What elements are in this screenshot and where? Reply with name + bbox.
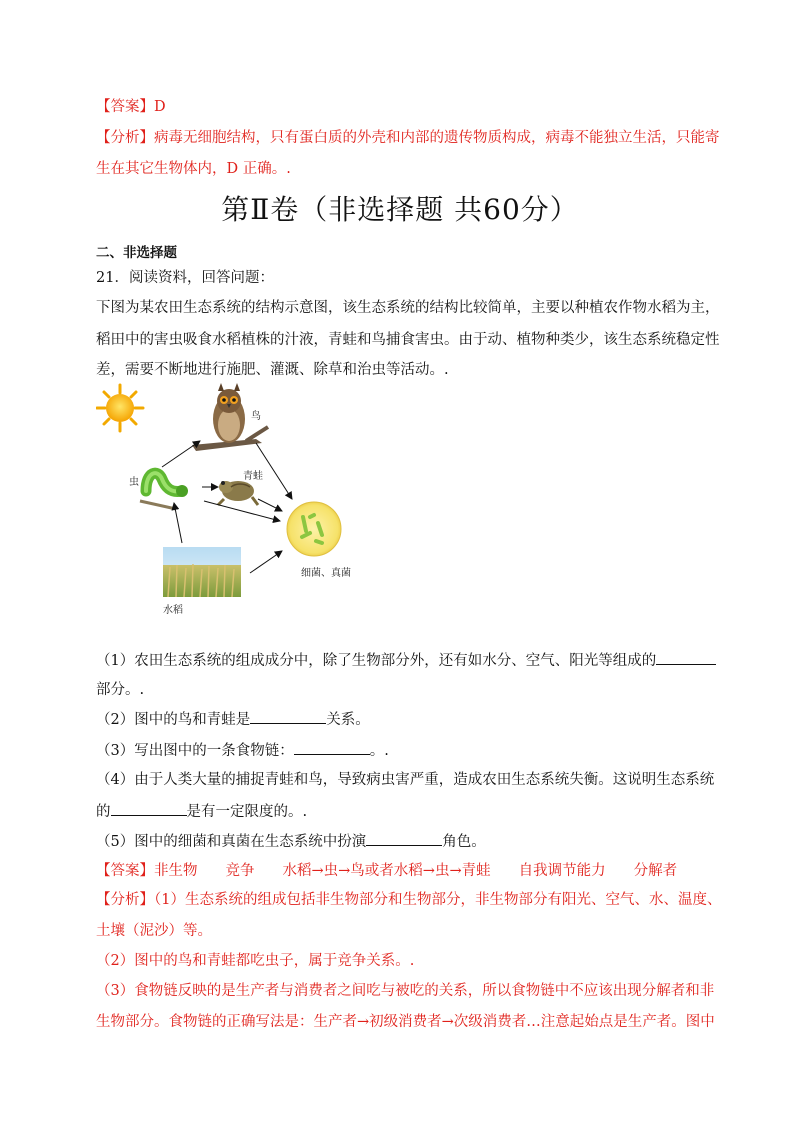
ecosystem-diagram [96,383,386,623]
frog-label: 青蛙 [243,471,263,482]
analysis-text: 病毒无细胞结构，只有蛋白质的外壳和内部的遗传物质构成，病毒不能独立生活，只能寄 [154,130,720,146]
insect-label: 虫 [129,477,139,488]
subquestion-2 [96,709,370,730]
subquestion-4-suffix: 是有一定限度的。. [186,804,308,820]
arrow-insect-to-bird [162,441,200,467]
subquestion-3 [96,740,389,761]
answer-3: 水稻→虫→鸟或者水稻→虫→青蛙 [282,863,491,879]
analysis2-line-5: 生物部分。食物链的正确写法是：生产者→初级消费者→次级消费者…注意起始点是生产者。图中 [96,1014,715,1030]
analysis-line-2 [96,159,291,179]
answer-blank-4[interactable] [111,801,187,816]
bacteria-fungi-icon [287,502,341,556]
arrow-rice-to-decomposer [250,551,282,573]
answer-blank-1[interactable] [656,650,716,665]
question-intro: 21．阅读资料，回答问题： [96,270,274,286]
answer-1: 非生物 [154,863,198,879]
frog-icon [218,481,258,505]
sun-icon [97,385,143,431]
subquestion-2-suffix: 关系。 [326,712,370,728]
answer-blank-3[interactable] [294,740,370,755]
answer-2: 竞争 [225,863,255,879]
subquestion-4-line-1: （4）由于人类大量的捕捉青蛙和鸟，导致病虫害严重，造成农田生态系统失衡。这说明生态系统 [96,772,715,788]
arrow-frog-to-decomposer [258,499,282,511]
subquestion-1-text: （1）农田生态系统的组成成分中，除了生物部分外，还有如水分、空气、阳光等组成的 [96,653,657,669]
analysis-label: 【分析】 [96,130,154,146]
subquestion-4-line-2 [96,801,307,822]
analysis-label: 【分析】 [96,892,154,908]
answer-line-2 [96,861,677,881]
analysis2-line-2: 土壤（泥沙）等。 [96,923,212,939]
subquestion-5-text: （5）图中的细菌和真菌在生态系统中扮演 [96,834,367,850]
answer-4: 自我调节能力 [518,863,606,879]
subquestion-3-text: （3）写出图中的一条食物链： [96,743,294,759]
analysis2-line-1 [96,890,721,910]
subquestion-3-suffix: 。. [369,743,389,759]
subquestion-4-prefix: 的 [96,804,111,820]
subquestion-5 [96,831,486,852]
section-header: 二、非选择题 [96,245,177,261]
analysis2-line-3: （2）图中的鸟和青蛙都吃虫子，属于竞争关系。. [96,953,415,969]
analysis-text: 生在其它生物体内，D 正确。. [96,161,291,177]
subquestion-2-text: （2）图中的鸟和青蛙是 [96,712,251,728]
subquestion-1-line-1 [96,650,716,671]
answer-label: 【答案】 [96,99,154,115]
answer-line-1 [96,97,166,117]
subquestion-1-line-2: 部分。. [96,682,145,698]
diagram-graphics [96,383,386,623]
answer-value: D [154,99,166,115]
subquestion-5-suffix: 角色。 [442,834,486,850]
analysis-line-1 [96,128,720,148]
question-paragraph-line-1: 下图为某农田生态系统的结构示意图，该生态系统的结构比较简单，主要以种植农作物水稻为主， [96,300,720,316]
question-paragraph-line-3: 差，需要不断地进行施肥、灌溉、除草和治虫等活动。. [96,362,449,378]
analysis-text: （1）生态系统的组成包括非生物部分和生物部分，非生物部分有阳光、空气、水、温度、 [154,892,722,908]
answer-label: 【答案】 [96,863,154,879]
caterpillar-insect-icon [140,473,188,509]
bird-label: 鸟 [251,411,261,422]
rice-label: 水稻 [163,605,183,616]
arrow-rice-to-insect [174,503,182,543]
answer-blank-5[interactable] [366,831,442,846]
rice-field-image [163,547,241,597]
question-paragraph-line-2: 稻田中的害虫吸食水稻植株的汁液，青蛙和鸟捕食害虫。由于动、植物种类少，该生态系统稳定性 [96,332,720,348]
decomposer-label: 细菌、真菌 [301,568,351,579]
answer-5: 分解者 [633,863,678,879]
answer-blank-2[interactable] [250,709,326,724]
section-title: 第Ⅱ卷（非选择题 共60分） [221,193,579,226]
analysis2-line-4: （3）食物链反映的是生产者与消费者之间吃与被吃的关系，所以食物链中不应该出现分解者和非 [96,983,715,999]
